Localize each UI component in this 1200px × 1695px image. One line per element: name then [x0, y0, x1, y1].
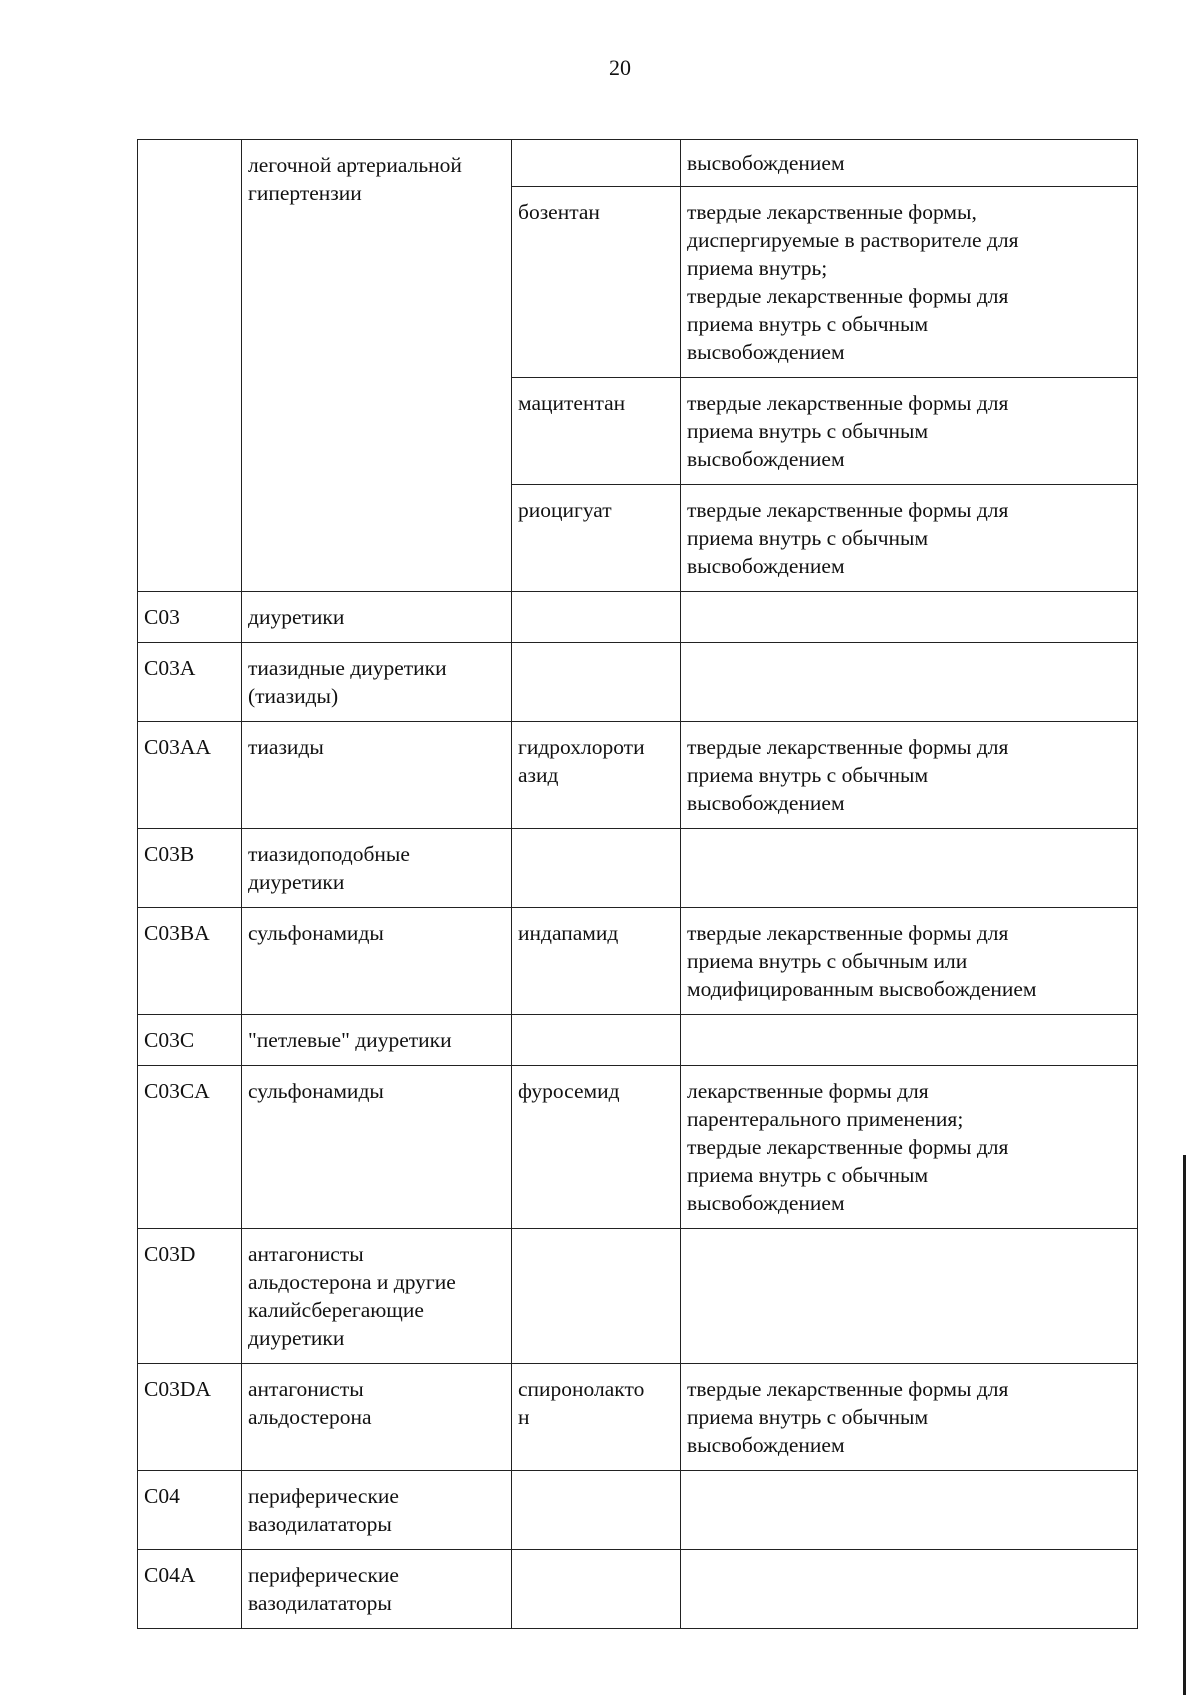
- form-cell: [681, 643, 1138, 722]
- form-cell: [681, 1471, 1138, 1550]
- drug-cell: фуросемид: [512, 1066, 681, 1229]
- group-cell: сульфонамиды: [242, 908, 512, 1015]
- group-cell: тиазидоподобные диуретики: [242, 829, 512, 908]
- group-cell: периферические вазодилататоры: [242, 1550, 512, 1629]
- table-row: [138, 1471, 1138, 1550]
- drug-cell: [512, 1015, 681, 1066]
- scan-edge-line: [1183, 1155, 1186, 1695]
- form-cell: твердые лекарственные формы для приема внутрь с обычным высвобождением: [681, 378, 1138, 485]
- group-cell: периферические вазодилататоры: [242, 1471, 512, 1550]
- drug-cell: мацитентан: [512, 378, 681, 485]
- group-cell: тиазиды: [242, 722, 512, 829]
- drug-cell: [512, 1471, 681, 1550]
- drug-cell: [512, 1229, 681, 1364]
- form-cell: [681, 1550, 1138, 1629]
- group-cell: "петлевые" диуретики: [242, 1015, 512, 1066]
- code-cell: C03C: [138, 1015, 242, 1066]
- form-cell: твердые лекарственные формы для приема внутрь с обычным высвобождением: [681, 485, 1138, 592]
- table-row: [138, 908, 1138, 1015]
- group-cell: антагонисты альдостерона и другие калийсберегающие диуретики: [242, 1229, 512, 1364]
- form-cell: [681, 592, 1138, 643]
- code-cell: C03BA: [138, 908, 242, 1015]
- form-cell: [681, 1229, 1138, 1364]
- table-row: [138, 592, 1138, 643]
- group-cell: антагонисты альдостерона: [242, 1364, 512, 1471]
- code-cell: C03AA: [138, 722, 242, 829]
- table-row: [138, 643, 1138, 722]
- form-cell: твердые лекарственные формы, диспергируемые в растворителе для приема внутрь; твердые лекарственные формы для приема внутрь с обычным высвобождением: [681, 187, 1138, 378]
- drug-cell: [512, 643, 681, 722]
- drug-table: [137, 139, 1138, 1629]
- table-row: [138, 722, 1138, 829]
- code-cell: C03B: [138, 829, 242, 908]
- drug-cell: [512, 592, 681, 643]
- code-cell: [138, 140, 242, 592]
- page-number: 20: [609, 55, 631, 80]
- table-row: [138, 1015, 1138, 1066]
- table-row: [138, 1364, 1138, 1471]
- drug-cell: индапамид: [512, 908, 681, 1015]
- drug-cell: [512, 140, 681, 187]
- drug-cell: гидрохлороти азид: [512, 722, 681, 829]
- group-cell: диуретики: [242, 592, 512, 643]
- drug-cell: [512, 829, 681, 908]
- form-cell: твердые лекарственные формы для приема внутрь с обычным высвобождением: [681, 722, 1138, 829]
- drug-cell: спиронолакто н: [512, 1364, 681, 1471]
- form-cell: твердые лекарственные формы для приема внутрь с обычным или модифицированным высвобождением: [681, 908, 1138, 1015]
- form-cell: [681, 1015, 1138, 1066]
- code-cell: C03D: [138, 1229, 242, 1364]
- drug-cell: бозентан: [512, 187, 681, 378]
- table-row: [138, 1066, 1138, 1229]
- group-cell: тиазидные диуретики (тиазиды): [242, 643, 512, 722]
- form-cell: высвобождением: [681, 140, 1138, 187]
- table-row: [138, 1229, 1138, 1364]
- code-cell: C03DA: [138, 1364, 242, 1471]
- form-cell: твердые лекарственные формы для приема внутрь с обычным высвобождением: [681, 1364, 1138, 1471]
- code-cell: C03CA: [138, 1066, 242, 1229]
- code-cell: C03A: [138, 643, 242, 722]
- group-cell: легочной артериальной гипертензии: [242, 140, 512, 592]
- table-row: [138, 140, 1138, 187]
- code-cell: C04A: [138, 1550, 242, 1629]
- code-cell: C04: [138, 1471, 242, 1550]
- form-cell: [681, 829, 1138, 908]
- drug-cell: [512, 1550, 681, 1629]
- table-row: [138, 1550, 1138, 1629]
- table-row: [138, 829, 1138, 908]
- group-cell: сульфонамиды: [242, 1066, 512, 1229]
- code-cell: C03: [138, 592, 242, 643]
- form-cell: лекарственные формы для парентерального применения; твердые лекарственные формы для приема внутрь с обычным высвобождением: [681, 1066, 1138, 1229]
- drug-cell: риоцигуат: [512, 485, 681, 592]
